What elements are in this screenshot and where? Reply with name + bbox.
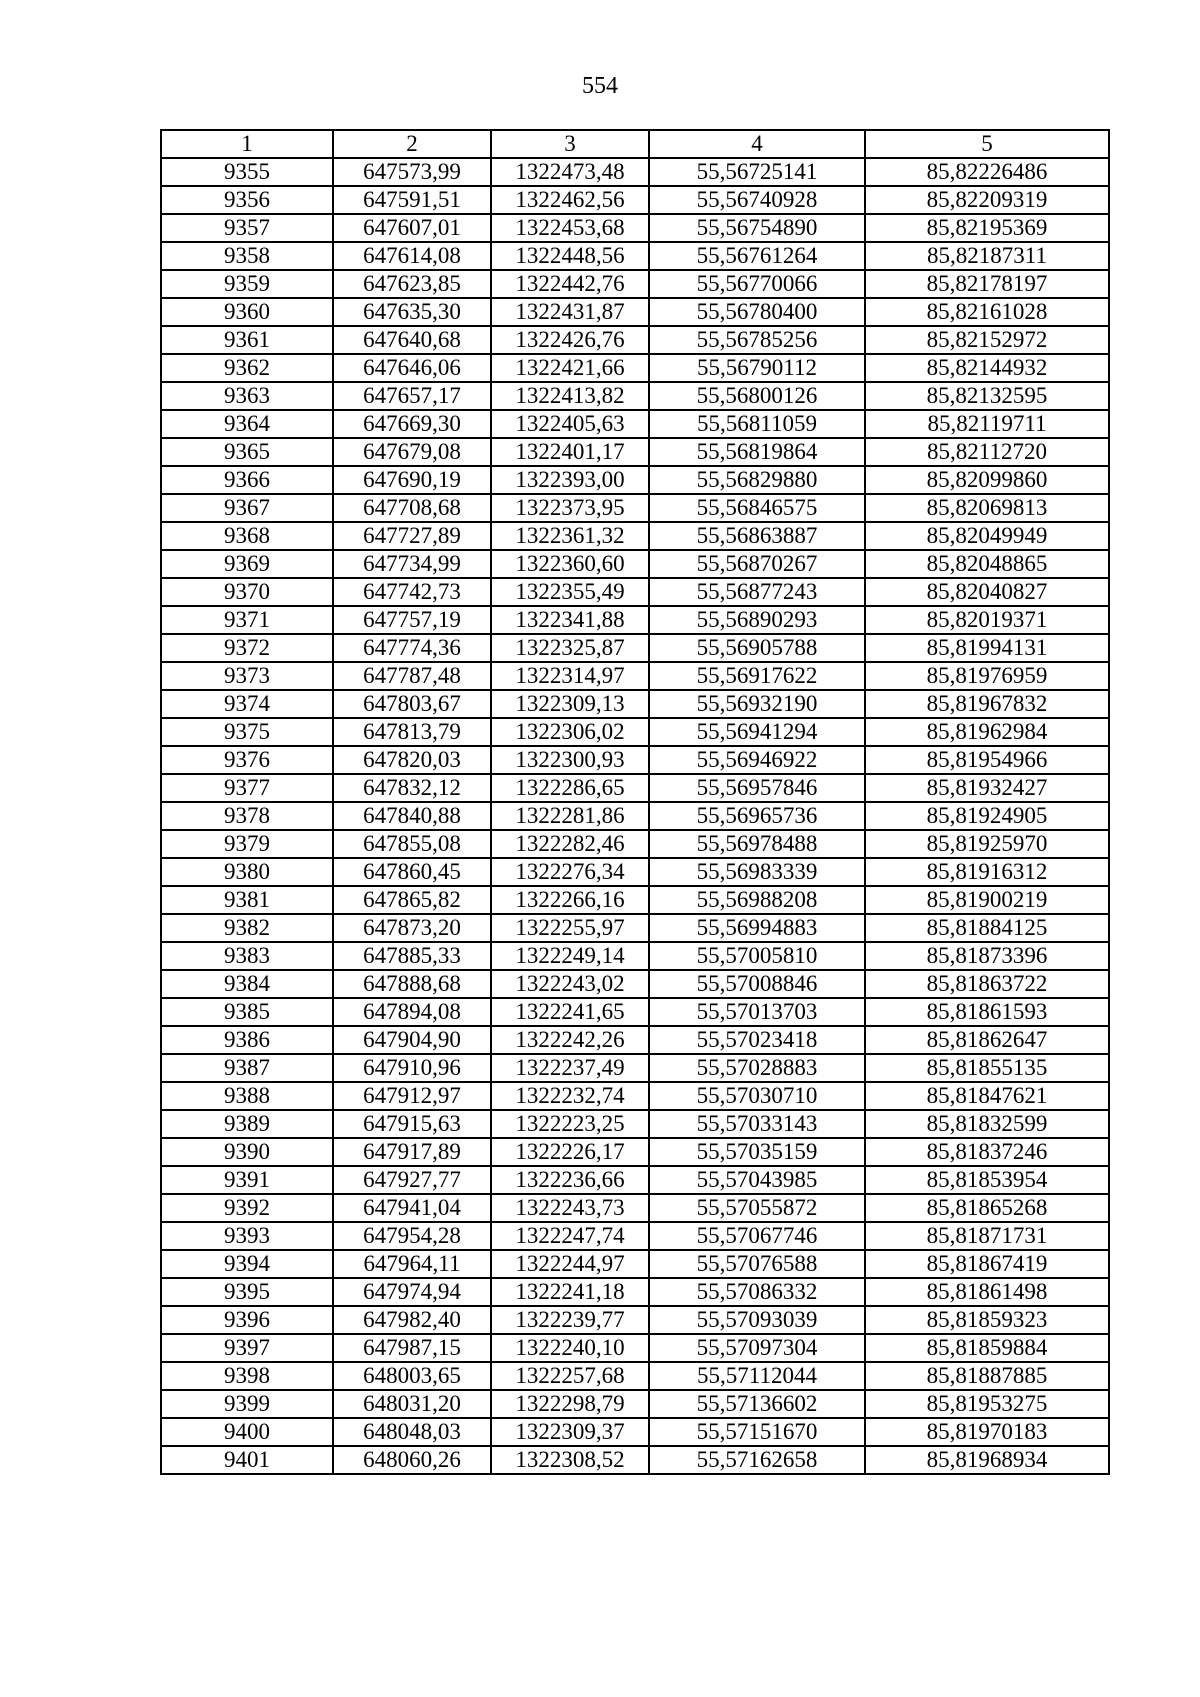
table-cell-col-3: 1322325,87 <box>491 634 649 662</box>
table-cell-col-2: 647690,19 <box>333 466 491 494</box>
table-cell-col-4: 55,57067746 <box>649 1222 865 1250</box>
table-cell-col-4: 55,57023418 <box>649 1026 865 1054</box>
table-row <box>161 1222 1109 1250</box>
table-cell-col-3: 1322236,66 <box>491 1166 649 1194</box>
table-row <box>161 522 1109 550</box>
table-row <box>161 578 1109 606</box>
table-cell-col-5: 85,81855135 <box>865 1054 1109 1082</box>
table-cell-col-5: 85,81900219 <box>865 886 1109 914</box>
header-cell-1: 1 <box>161 130 333 158</box>
table-row <box>161 858 1109 886</box>
table-cell-col-3: 1322243,73 <box>491 1194 649 1222</box>
table-row <box>161 354 1109 382</box>
table-row <box>161 718 1109 746</box>
coordinates-table <box>160 129 1110 1475</box>
table-cell-col-1: 9372 <box>161 634 333 662</box>
table-row <box>161 606 1109 634</box>
table-cell-col-4: 55,56800126 <box>649 382 865 410</box>
table-cell-col-3: 1322255,97 <box>491 914 649 942</box>
table-cell-col-2: 647708,68 <box>333 494 491 522</box>
table-cell-col-2: 647964,11 <box>333 1250 491 1278</box>
table-cell-col-1: 9396 <box>161 1306 333 1334</box>
table-cell-col-4: 55,56941294 <box>649 718 865 746</box>
table-cell-col-4: 55,57136602 <box>649 1390 865 1418</box>
table-cell-col-4: 55,57005810 <box>649 942 865 970</box>
table-cell-col-3: 1322393,00 <box>491 466 649 494</box>
table-cell-col-1: 9393 <box>161 1222 333 1250</box>
table-cell-col-5: 85,81867419 <box>865 1250 1109 1278</box>
table-cell-col-4: 55,57043985 <box>649 1166 865 1194</box>
table-row <box>161 1082 1109 1110</box>
table-cell-col-1: 9373 <box>161 662 333 690</box>
table-cell-col-4: 55,56811059 <box>649 410 865 438</box>
table-cell-col-5: 85,81954966 <box>865 746 1109 774</box>
table-cell-col-3: 1322306,02 <box>491 718 649 746</box>
table-cell-col-4: 55,56932190 <box>649 690 865 718</box>
table-cell-col-5: 85,82019371 <box>865 606 1109 634</box>
table-cell-col-5: 85,81884125 <box>865 914 1109 942</box>
table-cell-col-4: 55,57151670 <box>649 1418 865 1446</box>
table-cell-col-3: 1322473,48 <box>491 158 649 186</box>
table-cell-col-5: 85,81859323 <box>865 1306 1109 1334</box>
table-row <box>161 830 1109 858</box>
table-cell-col-5: 85,82161028 <box>865 298 1109 326</box>
table-cell-col-3: 1322413,82 <box>491 382 649 410</box>
table-cell-col-5: 85,81832599 <box>865 1110 1109 1138</box>
table-cell-col-1: 9387 <box>161 1054 333 1082</box>
table-cell-col-3: 1322232,74 <box>491 1082 649 1110</box>
table-cell-col-2: 647915,63 <box>333 1110 491 1138</box>
table-row <box>161 1306 1109 1334</box>
header-cell-4: 4 <box>649 130 865 158</box>
table-cell-col-4: 55,56917622 <box>649 662 865 690</box>
table-cell-col-5: 85,82209319 <box>865 186 1109 214</box>
table-cell-col-2: 647573,99 <box>333 158 491 186</box>
table-cell-col-4: 55,57028883 <box>649 1054 865 1082</box>
table-cell-col-4: 55,57013703 <box>649 998 865 1026</box>
table-cell-col-3: 1322314,97 <box>491 662 649 690</box>
table-cell-col-1: 9388 <box>161 1082 333 1110</box>
table-cell-col-1: 9362 <box>161 354 333 382</box>
table-cell-col-2: 647607,01 <box>333 214 491 242</box>
table-cell-col-2: 647917,89 <box>333 1138 491 1166</box>
table-row <box>161 998 1109 1026</box>
table-cell-col-2: 647987,15 <box>333 1334 491 1362</box>
table-cell-col-4: 55,57112044 <box>649 1362 865 1390</box>
table-cell-col-1: 9361 <box>161 326 333 354</box>
table-cell-col-1: 9358 <box>161 242 333 270</box>
table-cell-col-4: 55,56725141 <box>649 158 865 186</box>
table-cell-col-2: 647669,30 <box>333 410 491 438</box>
table-cell-col-5: 85,81967832 <box>865 690 1109 718</box>
header-cell-5: 5 <box>865 130 1109 158</box>
table-cell-col-1: 9368 <box>161 522 333 550</box>
table-cell-col-3: 1322241,65 <box>491 998 649 1026</box>
table-cell-col-1: 9365 <box>161 438 333 466</box>
table-cell-col-2: 647885,33 <box>333 942 491 970</box>
table-cell-col-1: 9367 <box>161 494 333 522</box>
table-cell-col-2: 647832,12 <box>333 774 491 802</box>
table-cell-col-1: 9376 <box>161 746 333 774</box>
table-cell-col-5: 85,82152972 <box>865 326 1109 354</box>
table-cell-col-3: 1322355,49 <box>491 578 649 606</box>
table-cell-col-2: 647727,89 <box>333 522 491 550</box>
table-cell-col-4: 55,56770066 <box>649 270 865 298</box>
table-row <box>161 270 1109 298</box>
table-cell-col-4: 55,56978488 <box>649 830 865 858</box>
table-row <box>161 466 1109 494</box>
table-cell-col-5: 85,82132595 <box>865 382 1109 410</box>
table-cell-col-1: 9357 <box>161 214 333 242</box>
table-cell-col-4: 55,56754890 <box>649 214 865 242</box>
table-cell-col-4: 55,56863887 <box>649 522 865 550</box>
table-cell-col-1: 9366 <box>161 466 333 494</box>
table-cell-col-4: 55,56983339 <box>649 858 865 886</box>
table-cell-col-3: 1322448,56 <box>491 242 649 270</box>
table-cell-col-3: 1322431,87 <box>491 298 649 326</box>
table-cell-col-1: 9400 <box>161 1418 333 1446</box>
table-cell-col-5: 85,81861498 <box>865 1278 1109 1306</box>
table-cell-col-4: 55,57097304 <box>649 1334 865 1362</box>
table-cell-col-1: 9392 <box>161 1194 333 1222</box>
table-cell-col-5: 85,82195369 <box>865 214 1109 242</box>
table-cell-col-4: 55,57093039 <box>649 1306 865 1334</box>
table-cell-col-5: 85,82112720 <box>865 438 1109 466</box>
table-cell-col-5: 85,82049949 <box>865 522 1109 550</box>
table-row <box>161 1418 1109 1446</box>
table-cell-col-4: 55,56846575 <box>649 494 865 522</box>
table-cell-col-4: 55,56790112 <box>649 354 865 382</box>
table-cell-col-5: 85,82040827 <box>865 578 1109 606</box>
table-cell-col-5: 85,81953275 <box>865 1390 1109 1418</box>
table-row <box>161 298 1109 326</box>
table-cell-col-4: 55,56780400 <box>649 298 865 326</box>
table-row <box>161 634 1109 662</box>
table-cell-col-1: 9379 <box>161 830 333 858</box>
table-cell-col-4: 55,56819864 <box>649 438 865 466</box>
table-cell-col-5: 85,82144932 <box>865 354 1109 382</box>
table-cell-col-2: 647954,28 <box>333 1222 491 1250</box>
table-cell-col-3: 1322298,79 <box>491 1390 649 1418</box>
table-cell-col-4: 55,56988208 <box>649 886 865 914</box>
table-cell-col-3: 1322226,17 <box>491 1138 649 1166</box>
table-row <box>161 1110 1109 1138</box>
table-cell-col-3: 1322281,86 <box>491 802 649 830</box>
table-cell-col-1: 9375 <box>161 718 333 746</box>
table-cell-col-2: 647912,97 <box>333 1082 491 1110</box>
table-cell-col-3: 1322249,14 <box>491 942 649 970</box>
table-row <box>161 438 1109 466</box>
table-cell-col-1: 9386 <box>161 1026 333 1054</box>
table-cell-col-2: 647894,08 <box>333 998 491 1026</box>
table-cell-col-4: 55,56965736 <box>649 802 865 830</box>
table-row <box>161 1390 1109 1418</box>
table-cell-col-1: 9371 <box>161 606 333 634</box>
table-cell-col-2: 647679,08 <box>333 438 491 466</box>
table-cell-col-1: 9355 <box>161 158 333 186</box>
table-cell-col-5: 85,81932427 <box>865 774 1109 802</box>
table-cell-col-4: 55,57076588 <box>649 1250 865 1278</box>
table-cell-col-3: 1322442,76 <box>491 270 649 298</box>
table-cell-col-1: 9356 <box>161 186 333 214</box>
table-cell-col-5: 85,81925970 <box>865 830 1109 858</box>
table-cell-col-5: 85,81853954 <box>865 1166 1109 1194</box>
table-row <box>161 690 1109 718</box>
table-cell-col-3: 1322282,46 <box>491 830 649 858</box>
table-row <box>161 214 1109 242</box>
table-row <box>161 382 1109 410</box>
table-cell-col-3: 1322341,88 <box>491 606 649 634</box>
table-cell-col-2: 647803,67 <box>333 690 491 718</box>
table-cell-col-5: 85,81873396 <box>865 942 1109 970</box>
table-cell-col-4: 55,57008846 <box>649 970 865 998</box>
header-cell-3: 3 <box>491 130 649 158</box>
table-cell-col-5: 85,81916312 <box>865 858 1109 886</box>
table-cell-col-5: 85,81887885 <box>865 1362 1109 1390</box>
table-cell-col-3: 1322286,65 <box>491 774 649 802</box>
table-cell-col-2: 647734,99 <box>333 550 491 578</box>
table-row <box>161 662 1109 690</box>
table-row <box>161 1278 1109 1306</box>
table-cell-col-2: 647635,30 <box>333 298 491 326</box>
table-row <box>161 1194 1109 1222</box>
table-cell-col-2: 647742,73 <box>333 578 491 606</box>
table-cell-col-4: 55,56829880 <box>649 466 865 494</box>
table-cell-col-3: 1322239,77 <box>491 1306 649 1334</box>
table-cell-col-5: 85,81994131 <box>865 634 1109 662</box>
table-row <box>161 494 1109 522</box>
table-cell-col-2: 648048,03 <box>333 1418 491 1446</box>
table-cell-col-2: 647904,90 <box>333 1026 491 1054</box>
table-cell-col-2: 648003,65 <box>333 1362 491 1390</box>
table-cell-col-2: 647982,40 <box>333 1306 491 1334</box>
table-cell-col-1: 9389 <box>161 1110 333 1138</box>
table-row <box>161 1446 1109 1474</box>
table-row <box>161 942 1109 970</box>
table-row <box>161 1334 1109 1362</box>
table-cell-col-5: 85,82226486 <box>865 158 1109 186</box>
table-cell-col-5: 85,82069813 <box>865 494 1109 522</box>
table-cell-col-3: 1322308,52 <box>491 1446 649 1474</box>
table-cell-col-4: 55,56785256 <box>649 326 865 354</box>
table-cell-col-2: 647840,88 <box>333 802 491 830</box>
table-cell-col-3: 1322462,56 <box>491 186 649 214</box>
table-cell-col-4: 55,56905788 <box>649 634 865 662</box>
table-cell-col-5: 85,81968934 <box>865 1446 1109 1474</box>
table-cell-col-5: 85,82187311 <box>865 242 1109 270</box>
table-cell-col-3: 1322257,68 <box>491 1362 649 1390</box>
table-cell-col-4: 55,56890293 <box>649 606 865 634</box>
table-cell-col-2: 647614,08 <box>333 242 491 270</box>
table-cell-col-3: 1322405,63 <box>491 410 649 438</box>
table-cell-col-2: 648060,26 <box>333 1446 491 1474</box>
table-cell-col-1: 9381 <box>161 886 333 914</box>
table-cell-col-2: 647623,85 <box>333 270 491 298</box>
table-cell-col-1: 9394 <box>161 1250 333 1278</box>
table-row <box>161 550 1109 578</box>
table-cell-col-3: 1322309,37 <box>491 1418 649 1446</box>
table-cell-col-3: 1322240,10 <box>491 1334 649 1362</box>
table-cell-col-5: 85,81837246 <box>865 1138 1109 1166</box>
table-row <box>161 242 1109 270</box>
table-cell-col-3: 1322244,97 <box>491 1250 649 1278</box>
table-cell-col-2: 647757,19 <box>333 606 491 634</box>
table-cell-col-3: 1322401,17 <box>491 438 649 466</box>
table-row <box>161 410 1109 438</box>
table-cell-col-1: 9364 <box>161 410 333 438</box>
table-cell-col-4: 55,56877243 <box>649 578 865 606</box>
table-cell-col-1: 9397 <box>161 1334 333 1362</box>
table-cell-col-4: 55,57055872 <box>649 1194 865 1222</box>
table-cell-col-1: 9382 <box>161 914 333 942</box>
table-cell-col-4: 55,57086332 <box>649 1278 865 1306</box>
table-cell-col-5: 85,81924905 <box>865 802 1109 830</box>
table-cell-col-1: 9395 <box>161 1278 333 1306</box>
table-cell-col-3: 1322300,93 <box>491 746 649 774</box>
table-cell-col-5: 85,81863722 <box>865 970 1109 998</box>
table-header <box>161 130 1109 158</box>
table-cell-col-5: 85,81861593 <box>865 998 1109 1026</box>
table-cell-col-2: 647646,06 <box>333 354 491 382</box>
table-cell-col-5: 85,81847621 <box>865 1082 1109 1110</box>
table-cell-col-2: 647820,03 <box>333 746 491 774</box>
table-cell-col-2: 647873,20 <box>333 914 491 942</box>
table-cell-col-3: 1322241,18 <box>491 1278 649 1306</box>
table-cell-col-1: 9390 <box>161 1138 333 1166</box>
table-cell-col-3: 1322243,02 <box>491 970 649 998</box>
table-cell-col-5: 85,81871731 <box>865 1222 1109 1250</box>
table-cell-col-2: 647860,45 <box>333 858 491 886</box>
table-cell-col-1: 9398 <box>161 1362 333 1390</box>
table-cell-col-4: 55,57162658 <box>649 1446 865 1474</box>
table-cell-col-5: 85,82099860 <box>865 466 1109 494</box>
table-cell-col-2: 647974,94 <box>333 1278 491 1306</box>
table-cell-col-4: 55,57030710 <box>649 1082 865 1110</box>
table-cell-col-3: 1322223,25 <box>491 1110 649 1138</box>
table-cell-col-2: 648031,20 <box>333 1390 491 1418</box>
header-row <box>161 130 1109 158</box>
table-body <box>161 158 1109 1474</box>
table-row <box>161 886 1109 914</box>
table-cell-col-5: 85,82048865 <box>865 550 1109 578</box>
table-row <box>161 326 1109 354</box>
table-cell-col-3: 1322361,32 <box>491 522 649 550</box>
table-cell-col-5: 85,82119711 <box>865 410 1109 438</box>
table-cell-col-4: 55,56740928 <box>649 186 865 214</box>
table-cell-col-1: 9385 <box>161 998 333 1026</box>
table-row <box>161 186 1109 214</box>
header-cell-2: 2 <box>333 130 491 158</box>
table-cell-col-2: 647888,68 <box>333 970 491 998</box>
table-cell-col-1: 9378 <box>161 802 333 830</box>
table-cell-col-5: 85,81862647 <box>865 1026 1109 1054</box>
table-cell-col-4: 55,57033143 <box>649 1110 865 1138</box>
table-cell-col-3: 1322242,26 <box>491 1026 649 1054</box>
table-row <box>161 1362 1109 1390</box>
table-row <box>161 1138 1109 1166</box>
table-cell-col-1: 9359 <box>161 270 333 298</box>
table-cell-col-4: 55,56946922 <box>649 746 865 774</box>
table-cell-col-1: 9383 <box>161 942 333 970</box>
table-cell-col-2: 647640,68 <box>333 326 491 354</box>
table-cell-col-3: 1322276,34 <box>491 858 649 886</box>
table-cell-col-5: 85,81859884 <box>865 1334 1109 1362</box>
table-cell-col-3: 1322453,68 <box>491 214 649 242</box>
table-cell-col-2: 647855,08 <box>333 830 491 858</box>
table-cell-col-3: 1322266,16 <box>491 886 649 914</box>
table-cell-col-5: 85,81962984 <box>865 718 1109 746</box>
table-cell-col-4: 55,56994883 <box>649 914 865 942</box>
table-cell-col-1: 9369 <box>161 550 333 578</box>
table-cell-col-1: 9380 <box>161 858 333 886</box>
table-cell-col-5: 85,81970183 <box>865 1418 1109 1446</box>
table-cell-col-1: 9377 <box>161 774 333 802</box>
table-cell-col-4: 55,56870267 <box>649 550 865 578</box>
table-row <box>161 746 1109 774</box>
table-cell-col-3: 1322360,60 <box>491 550 649 578</box>
table-cell-col-3: 1322237,49 <box>491 1054 649 1082</box>
table-cell-col-2: 647910,96 <box>333 1054 491 1082</box>
table-cell-col-4: 55,56761264 <box>649 242 865 270</box>
table-cell-col-2: 647774,36 <box>333 634 491 662</box>
table-row <box>161 774 1109 802</box>
table-cell-col-1: 9363 <box>161 382 333 410</box>
table-row <box>161 1026 1109 1054</box>
table-cell-col-5: 85,82178197 <box>865 270 1109 298</box>
table-cell-col-3: 1322247,74 <box>491 1222 649 1250</box>
table-cell-col-2: 647927,77 <box>333 1166 491 1194</box>
table-cell-col-3: 1322421,66 <box>491 354 649 382</box>
table-cell-col-2: 647787,48 <box>333 662 491 690</box>
table-cell-col-2: 647941,04 <box>333 1194 491 1222</box>
table-cell-col-1: 9370 <box>161 578 333 606</box>
table-row <box>161 1054 1109 1082</box>
table-cell-col-1: 9374 <box>161 690 333 718</box>
table-row <box>161 1250 1109 1278</box>
table-cell-col-1: 9391 <box>161 1166 333 1194</box>
table-row <box>161 158 1109 186</box>
table-cell-col-5: 85,81865268 <box>865 1194 1109 1222</box>
table-cell-col-1: 9401 <box>161 1446 333 1474</box>
table-cell-col-2: 647813,79 <box>333 718 491 746</box>
table-cell-col-3: 1322309,13 <box>491 690 649 718</box>
table-cell-col-1: 9360 <box>161 298 333 326</box>
table-row <box>161 1166 1109 1194</box>
table-cell-col-5: 85,81976959 <box>865 662 1109 690</box>
table-cell-col-3: 1322426,76 <box>491 326 649 354</box>
table-cell-col-3: 1322373,95 <box>491 494 649 522</box>
table-cell-col-1: 9399 <box>161 1390 333 1418</box>
table-cell-col-4: 55,56957846 <box>649 774 865 802</box>
table-row <box>161 914 1109 942</box>
table-row <box>161 802 1109 830</box>
table-cell-col-2: 647865,82 <box>333 886 491 914</box>
table-row <box>161 970 1109 998</box>
table-cell-col-1: 9384 <box>161 970 333 998</box>
table-cell-col-4: 55,57035159 <box>649 1138 865 1166</box>
table-cell-col-2: 647657,17 <box>333 382 491 410</box>
table-cell-col-2: 647591,51 <box>333 186 491 214</box>
page-number: 554 <box>582 73 618 99</box>
